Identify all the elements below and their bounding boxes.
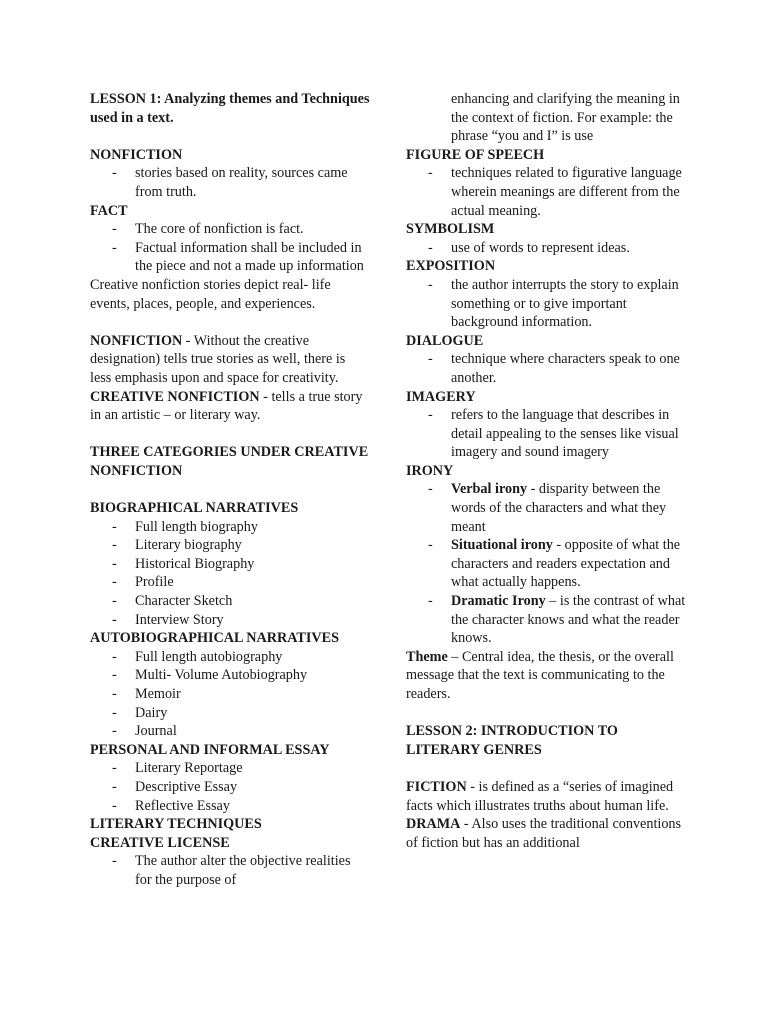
term: CREATIVE NONFICTION xyxy=(90,388,260,405)
term: DRAMA xyxy=(406,816,461,833)
fact-list xyxy=(90,220,370,276)
list-item: - techniques related to figurative language wherein meanings are different from the actual meaning. xyxy=(406,164,688,220)
exposition-list xyxy=(406,276,688,332)
list-item: - stories based on reality, sources came from truth. xyxy=(90,164,370,201)
fiction-definition xyxy=(406,778,688,815)
exposition-heading: EXPOSITION xyxy=(406,258,496,275)
autobiographical-list xyxy=(90,648,370,741)
essay-list xyxy=(90,759,370,815)
list-item: - Reflective Essay xyxy=(90,797,370,816)
creative-license-heading: CREATIVE LICENSE xyxy=(90,834,230,851)
drama-definition xyxy=(406,815,688,852)
definition-text: - tells a true story in an artistic – or literary way. xyxy=(90,388,363,424)
figure-of-speech-list xyxy=(406,164,688,220)
definition-text: - is defined as a “series of imagined facts which illustrates truths about human life. xyxy=(406,778,674,814)
list-item: - Multi- Volume Autobiography xyxy=(90,666,370,685)
list-item: - refers to the language that describes in detail appealing to the senses like visual imagery and sound imagery xyxy=(406,406,688,462)
definition-text: - opposite of what the characters and readers expectation and what actually happens. xyxy=(451,537,681,591)
list-item: - Descriptive Essay xyxy=(90,778,370,797)
theme-definition xyxy=(406,648,688,704)
definition-text: - Also uses the traditional conventions of fiction but has an additional xyxy=(406,816,682,851)
continued-text: enhancing and clarifying the meaning in the context of fiction. For example: the phrase “you and I” is use xyxy=(451,91,680,145)
list-item: - The core of nonfiction is fact. xyxy=(90,220,370,239)
list-item: - Factual information shall be included in the piece and not a made up information xyxy=(90,239,370,276)
list-item xyxy=(406,592,688,648)
list-item: - the author interrupts the story to explain something or to give important background information. xyxy=(406,276,688,332)
nonfiction-heading: NONFICTION xyxy=(90,146,183,163)
list-item: - Historical Biography xyxy=(90,555,370,574)
nonfiction-list xyxy=(90,164,370,201)
three-categories-heading: THREE CATEGORIES UNDER CREATIVE NONFICTION xyxy=(90,444,369,479)
list-item: - The author alter the objective realities for the purpose of xyxy=(90,852,370,889)
biographical-list xyxy=(90,518,370,630)
list-item: - use of words to represent ideas. xyxy=(406,239,688,258)
list-item: - Full length autobiography xyxy=(90,648,370,667)
definition-text: - disparity between the words of the characters and what they meant xyxy=(451,481,667,535)
term: Theme xyxy=(406,648,448,665)
biographical-heading: BIOGRAPHICAL NARRATIVES xyxy=(90,500,299,517)
list-item: - Interview Story xyxy=(90,611,370,630)
symbolism-list xyxy=(406,239,688,258)
figure-of-speech-heading: FIGURE OF SPEECH xyxy=(406,146,545,163)
definition-text: - Without the creative designation) tells true stories as well, there is less emphasis upon and space for creativity. xyxy=(90,332,346,386)
lesson-1-title: LESSON 1: Analyzing themes and Techniques used in a text. xyxy=(90,91,370,126)
list-item: - Journal xyxy=(90,722,370,741)
autobiographical-heading: AUTOBIOGRAPHICAL NARRATIVES xyxy=(90,630,339,647)
right-column xyxy=(406,90,688,852)
dialogue-list xyxy=(406,350,688,387)
essay-heading: PERSONAL AND INFORMAL ESSAY xyxy=(90,741,330,758)
creative-nonfiction-definition xyxy=(90,388,370,425)
list-item: - Literary biography xyxy=(90,536,370,555)
definition-text: – Central idea, the thesis, or the overall message that the text is communicating to the readers. xyxy=(406,648,674,702)
imagery-list xyxy=(406,406,688,462)
term: Dramatic Irony xyxy=(451,593,546,610)
literary-techniques-heading: LITERARY TECHNIQUES xyxy=(90,816,262,833)
term: NONFICTION xyxy=(90,332,183,349)
lesson-2-title: LESSON 2: INTRODUCTION TO LITERARY GENRES xyxy=(406,723,618,758)
definition-text: – is the contrast of what the character knows and what the reader knows. xyxy=(451,593,686,647)
dialogue-heading: DIALOGUE xyxy=(406,332,484,349)
list-item: - Full length biography xyxy=(90,518,370,537)
list-item: - Dairy xyxy=(90,704,370,723)
nonfiction-definition xyxy=(90,332,370,388)
fact-heading: FACT xyxy=(90,202,128,219)
creative-license-list xyxy=(90,852,370,889)
irony-list xyxy=(406,480,688,647)
creative-nonfiction-paragraph: Creative nonfiction stories depict real- life events, places, people, and experiences. xyxy=(90,276,331,312)
list-item xyxy=(406,536,688,592)
list-item xyxy=(406,480,688,536)
term: Situational irony xyxy=(451,537,553,554)
list-item: - Profile xyxy=(90,573,370,592)
left-column xyxy=(90,90,370,890)
list-item: - Literary Reportage xyxy=(90,759,370,778)
list-item: - Character Sketch xyxy=(90,592,370,611)
list-item: - technique where characters speak to one another. xyxy=(406,350,688,387)
list-item: - Memoir xyxy=(90,685,370,704)
symbolism-heading: SYMBOLISM xyxy=(406,221,495,238)
irony-heading: IRONY xyxy=(406,462,454,479)
term: Verbal irony xyxy=(451,481,528,498)
term: FICTION xyxy=(406,778,467,795)
imagery-heading: IMAGERY xyxy=(406,388,476,405)
